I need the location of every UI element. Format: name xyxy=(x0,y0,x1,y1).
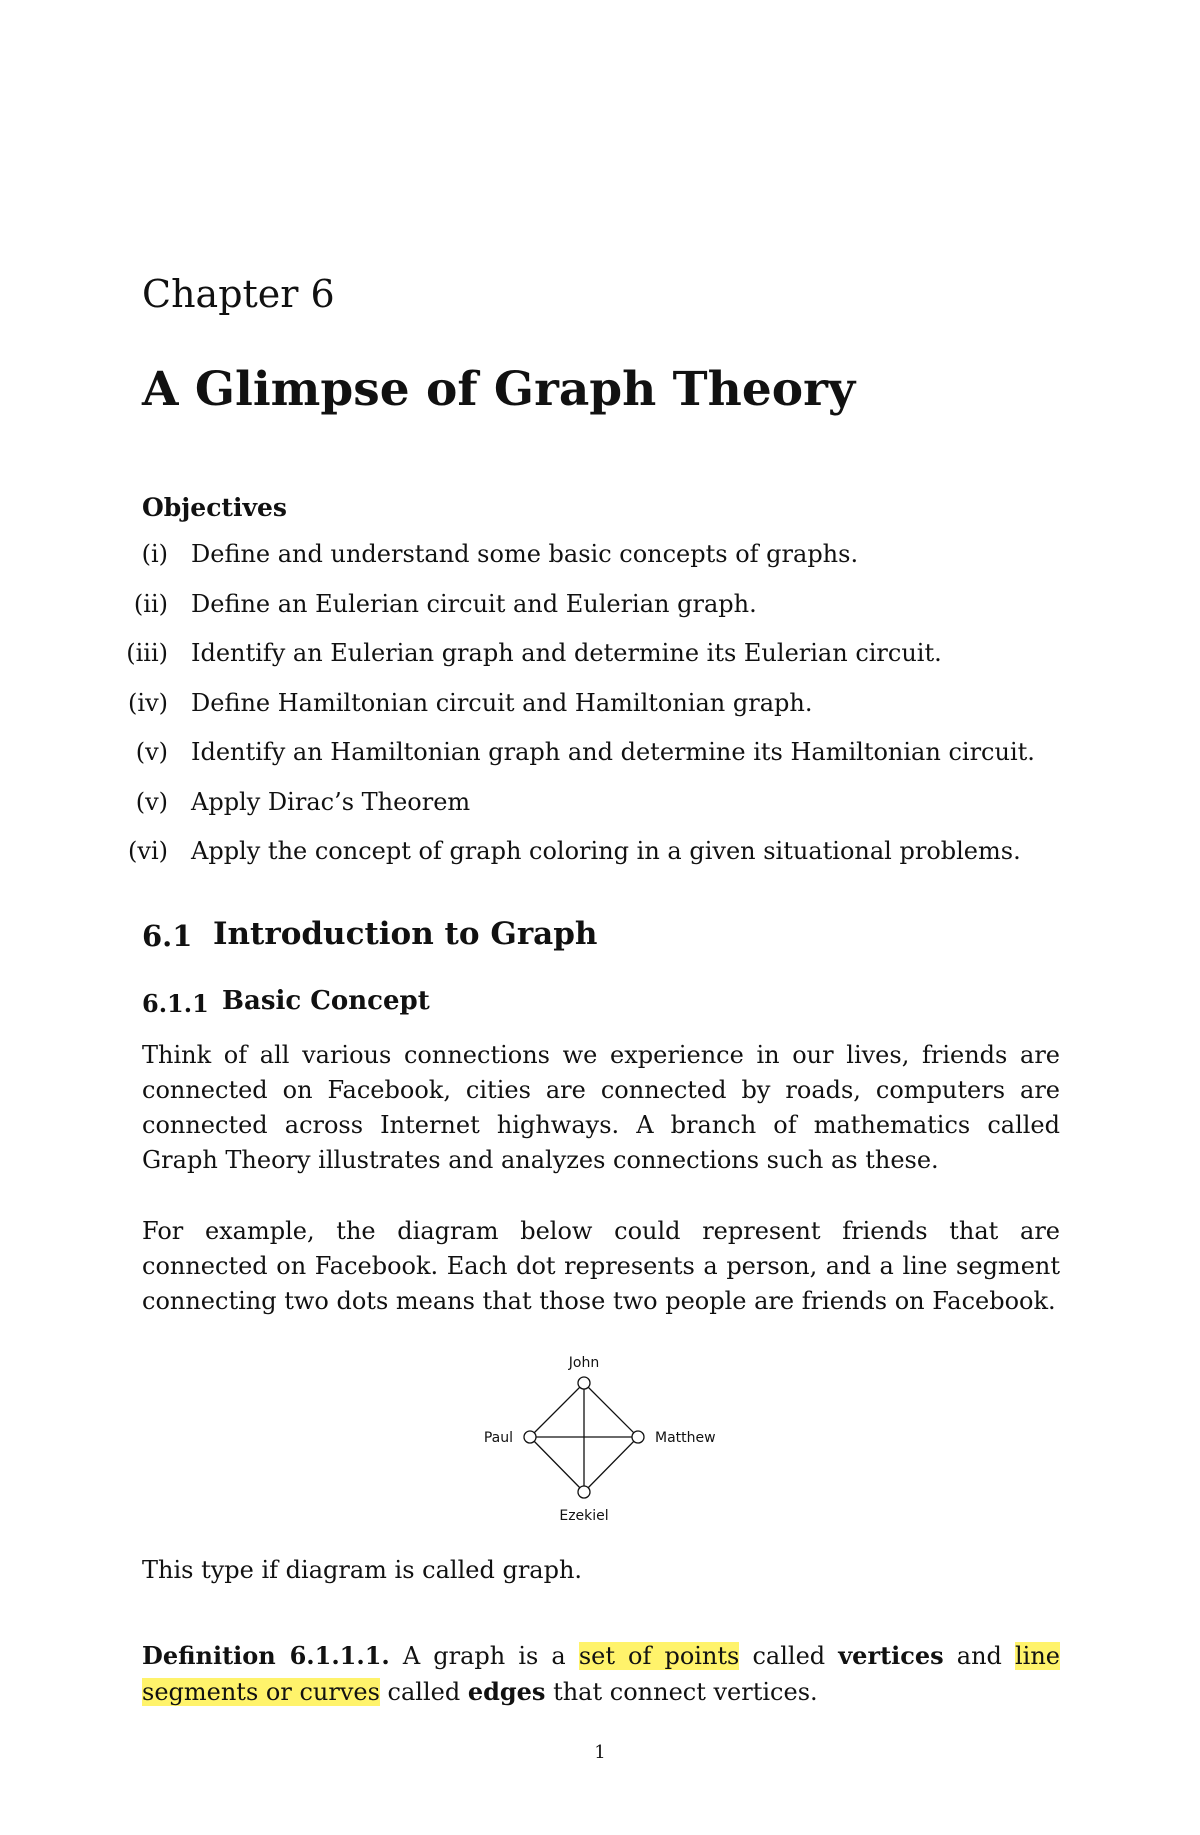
objective-item xyxy=(130,837,1090,887)
paragraph-connections: Think of all various connections we experience in our lives, friends are connected on Facebook, cities are connected by roads, computers are connected across Internet highways. A branch of mathematics called Graph Theory illustrates and analyzes connections such as these. xyxy=(142,1041,1060,1174)
section-title: Introduction to Graph xyxy=(213,916,598,952)
definition-text: called xyxy=(739,1642,839,1670)
objective-text: Identify an Eulerian graph and determine its Eulerian circuit. xyxy=(191,639,942,667)
edge-paul-ezekiel xyxy=(530,1437,584,1492)
objective-number: (ii) xyxy=(133,589,168,618)
definition-text: A graph is a xyxy=(389,1642,579,1670)
objectives-list xyxy=(126,540,1090,887)
objective-item xyxy=(126,639,1090,689)
objective-text: Identify an Hamiltonian graph and determine its Hamiltonian circuit. xyxy=(191,738,1035,766)
definition-text: and xyxy=(943,1642,1015,1670)
vertex-paul xyxy=(524,1431,536,1443)
objective-text: Apply Dirac’s Theorem xyxy=(191,787,471,816)
paragraph-graph-name: This type if diagram is called graph. xyxy=(142,1556,583,1584)
edge-matthew-ezekiel xyxy=(584,1437,638,1492)
objective-item xyxy=(130,738,1090,788)
objective-number: (v) xyxy=(135,787,168,816)
objective-text: Define an Eulerian circuit and Eulerian graph. xyxy=(191,589,757,618)
objective-item xyxy=(130,689,1090,739)
vertex-label-ezekiel: Ezekiel xyxy=(559,1508,609,1524)
vertex-label-matthew: Matthew xyxy=(655,1430,716,1446)
vertex-label-john: John xyxy=(568,1355,600,1371)
definition-text: called xyxy=(379,1678,468,1706)
objective-number: (v) xyxy=(135,738,168,766)
term-edges: edges xyxy=(467,1677,546,1706)
highlight-set-of-points: set of points xyxy=(578,1642,740,1670)
definition-paragraph xyxy=(142,1638,1060,1710)
definition-label: Definition 6.1.1.1. xyxy=(142,1641,390,1670)
chapter-title: A Glimpse of Graph Theory xyxy=(142,362,856,417)
objective-item xyxy=(130,788,1090,838)
objective-number: (vi) xyxy=(128,837,168,865)
friendship-graph-diagram xyxy=(470,1350,740,1530)
objective-number: (i) xyxy=(141,540,168,568)
page-number: 1 xyxy=(594,1742,606,1763)
objective-text: Apply the concept of graph coloring in a given situational problems. xyxy=(191,837,1021,865)
objective-text: Define and understand some basic concepts of graphs. xyxy=(191,540,859,568)
edge-john-matthew xyxy=(584,1383,638,1437)
chapter-label: Chapter 6 xyxy=(142,272,335,316)
paragraph-example: For example, the diagram below could represent friends that are connected on Facebook. Each dot represents a person, and a line segment connecting two dots means that those two people are friends on Facebook. xyxy=(142,1217,1060,1315)
objectives-heading: Objectives xyxy=(142,493,287,522)
subsection-title: Basic Concept xyxy=(222,986,430,1016)
objective-item xyxy=(130,590,1090,640)
highlight-line-segments: line segments or curves xyxy=(142,1642,1061,1706)
subsection-number: 6.1.1 xyxy=(142,989,209,1018)
objective-item xyxy=(130,540,1090,590)
definition-text: that connect vertices. xyxy=(545,1678,818,1706)
objective-number: (iv) xyxy=(128,688,168,717)
section-number: 6.1 xyxy=(142,919,193,953)
vertex-ezekiel xyxy=(578,1486,590,1498)
objective-number: (iii) xyxy=(126,639,168,667)
objective-text: Define Hamiltonian circuit and Hamiltonian graph. xyxy=(191,688,813,717)
edge-john-paul xyxy=(530,1383,584,1437)
vertex-john xyxy=(578,1377,590,1389)
vertex-matthew xyxy=(632,1431,644,1443)
vertex-label-paul: Paul xyxy=(483,1430,513,1446)
term-vertices: vertices xyxy=(838,1641,944,1670)
